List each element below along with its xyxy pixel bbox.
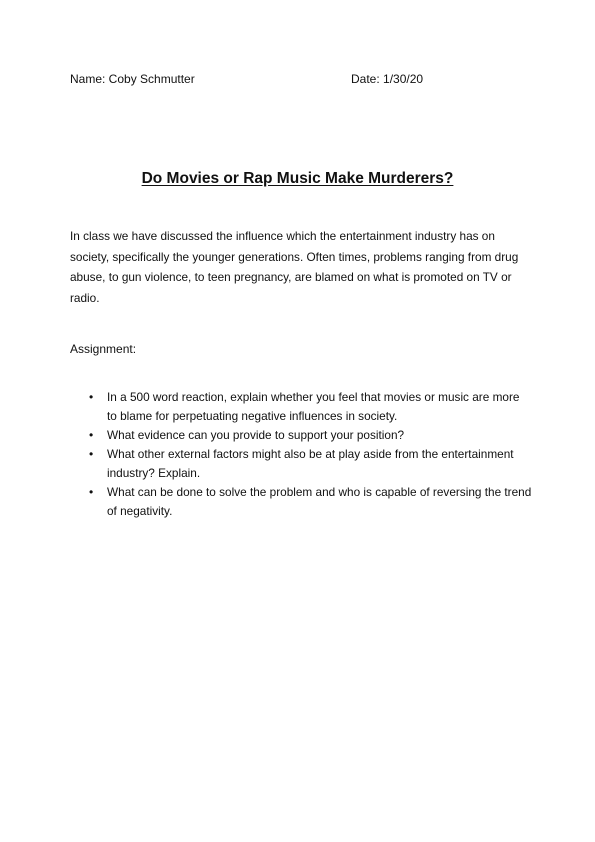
document-title: Do Movies or Rap Music Make Murderers?	[141, 170, 454, 187]
task-text: In a 500 word reaction, explain whether you feel that movies or music are more to blame for perpetuating negative influences in society.	[107, 390, 520, 423]
bullet-icon: •	[89, 390, 94, 404]
list-item	[70, 388, 532, 426]
list-item	[70, 483, 532, 521]
task-text: What other external factors might also be at play aside from the entertainment industry? Explain.	[107, 447, 514, 480]
document-date: Date: 1/30/20	[351, 72, 424, 86]
bullet-icon: •	[89, 485, 94, 499]
assignment-label: Assignment:	[70, 342, 137, 356]
header-row	[70, 72, 530, 88]
list-item	[70, 445, 532, 483]
task-text: What can be done to solve the problem and who is capable of reversing the trend of negativity.	[107, 485, 532, 518]
intro-paragraph: In class we have discussed the influence which the entertainment industry has on society, specifically the younger generations. Often times, problems ranging from drug abuse, to gun violence, to teen pregnancy, are blamed on what is promoted on TV or radio.	[70, 229, 519, 305]
assignment-task-list	[70, 388, 532, 521]
bullet-icon: •	[89, 428, 94, 442]
bullet-icon: •	[89, 447, 94, 461]
task-text: What evidence can you provide to support your position?	[107, 428, 405, 442]
list-item	[70, 426, 532, 445]
student-name: Name: Coby Schmutter	[70, 72, 195, 86]
